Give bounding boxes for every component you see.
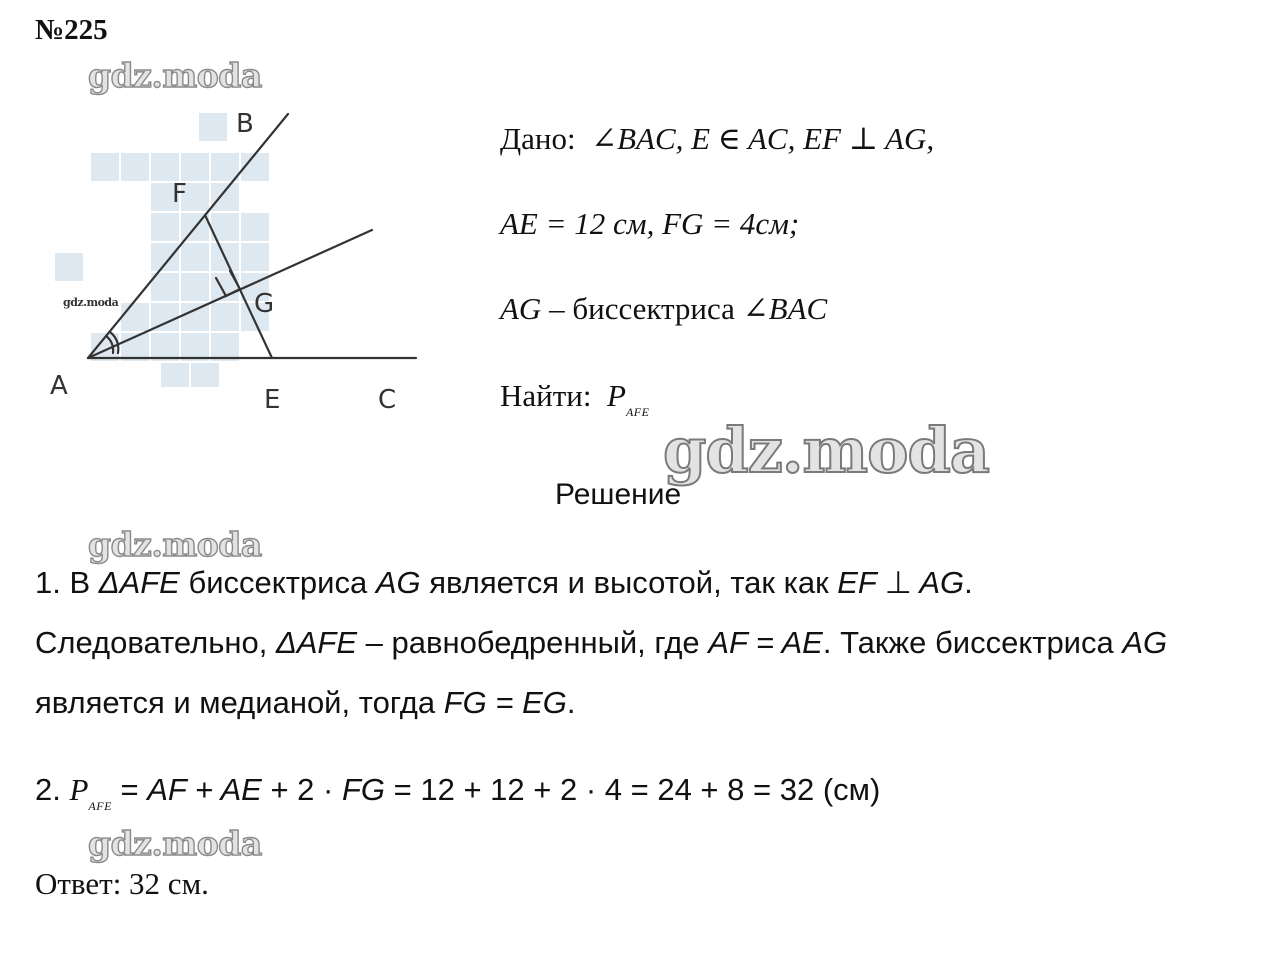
t: 2. [35,772,70,807]
watermark-figure: gdz.moda [63,296,119,309]
find-p: P [607,378,626,413]
t: AG [1122,625,1168,660]
step-1-line-2 [35,625,1167,661]
t: FG [341,772,386,807]
solution-title: Решение [555,478,682,511]
t: . [566,685,576,720]
t: . Также биссектриса [822,625,1123,660]
step-1-line-3 [35,685,575,721]
t: . [964,565,973,600]
step-2 [35,772,880,814]
t: AF + AE [147,772,262,807]
label-a: A [50,371,68,401]
t: = 12 + 12 + 2 · 4 = 24 + 8 = 32 (см) [385,772,881,807]
label-f: F [172,179,187,209]
geometry-figure [40,90,430,430]
watermark-bottom: gdz.moda [88,824,262,863]
watermark-top: gdz.moda [88,56,262,95]
find-line [500,378,649,420]
given-label: Дано: [500,121,576,156]
t: – равнобедренный, где [357,625,709,660]
given-angle: ∠BAC [742,291,828,326]
t: AFE [88,799,112,813]
given-bisector-text: – биссектриса [541,291,743,326]
t: является и медианой, тогда [35,685,444,720]
answer: Ответ: 32 см. [35,866,209,901]
given-condition-2: AE = 12 см, FG = 4см; [500,206,800,241]
grid-squares [54,112,270,388]
t: ΔAFE [275,625,358,660]
given-line-2 [500,206,799,242]
watermark-large: gdz.moda [663,414,989,487]
step-1-line-1 [35,565,973,601]
label-c: C [378,385,397,415]
t: AF = AE [708,625,823,660]
t: P [69,772,89,807]
problem-number: №225 [35,14,108,46]
given-line-1 [500,121,934,157]
given-line-3 [500,291,827,327]
t: ΔAFE [98,565,180,600]
find-label: Найти: [500,378,592,413]
label-g: G [254,289,275,319]
t: + 2 · [261,772,342,807]
label-b: B [236,109,254,139]
label-e: E [264,385,281,415]
t: AG [375,565,421,600]
given-condition-1: ∠BAC, E ∈ AC, EF ⊥ AG, [591,121,935,156]
t: EF ⊥ AG [837,565,965,600]
t: = [111,772,148,807]
t: 1. В [35,565,99,600]
t: Следовательно, [35,625,276,660]
t: биссектриса [179,565,376,600]
t: является и высотой, так как [420,565,838,600]
given-ag: AG [500,291,542,326]
find-sub: AFE [625,405,650,419]
t: FG = EG [443,685,567,720]
watermark-middle: gdz.moda [88,525,262,564]
